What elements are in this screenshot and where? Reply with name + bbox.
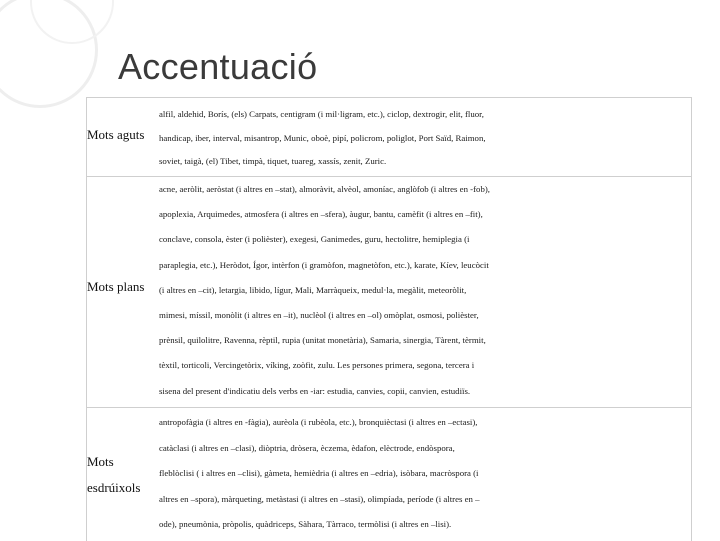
- row-category: Mots aguts: [87, 127, 145, 142]
- content-line: tèxtil, torticoli, Vercingetòrix, víking, zoòfit, zulu. Les persones primera, segona, tercera i: [159, 360, 475, 371]
- content-line: catàclasi (i altres en –clasi), diòptria, dròsera, èczema, èdafon, elèctrode, endòspora,: [159, 442, 455, 453]
- content-line: altres en –spora), màrqueting, metàstasi (i altres en –stasi), olimpíada, període (i altres en –: [159, 493, 480, 504]
- accent-table: [86, 97, 692, 541]
- content-line: antropofàgia (i altres en -fàgia), aurèola (i rubèola, etc.), bronquièctasi (i altres en –ectasi),: [159, 417, 478, 427]
- content-line: acne, aeròlit, aeròstat (i altres en –stat), almoràvit, alvèol, amoníac, anglòfob (i altres en -fob),: [159, 184, 490, 194]
- content-line: ode), pneumònia, pròpolis, quàdriceps, Sàhara, Tàrraco, termòlisi (i altres en –lisi).: [159, 519, 452, 529]
- content-line: fleblòclisi ( i altres en –clisi), gàmeta, hemièdria (i altres en –edria), isòbara, macròspora (i: [159, 468, 479, 478]
- table-row-esdruixols: [87, 407, 691, 541]
- content-line: handicap, iber, interval, misantrop, Munic, oboè, pipí, policrom, poliglot, Port Saïd, Raimon,: [159, 132, 486, 143]
- table-row-aguts: [87, 98, 691, 177]
- row-category: Mots esdrúixols: [87, 454, 141, 495]
- content-line: soviet, taigà, (el) Tibet, timpà, tiquet, tuareg, xassís, zenit, Zuric.: [159, 156, 387, 166]
- content-line: conclave, consola, èster (i polièster), exegesi, Ganimedes, guru, hectolitre, hemiplegia (i: [159, 234, 470, 245]
- content-line: alfil, aldehid, Borís, (els) Carpats, centigram (i mil·ligram, etc.), ciclop, dextrogir, elit, fluor,: [159, 109, 484, 119]
- content-line: (i altres en –cit), letargia, libido, lígur, Mali, Marràqueix, medul·la, megàlit, meteoròlit,: [159, 284, 467, 295]
- row-content: [159, 177, 689, 404]
- content-line: mimesi, míssil, monòlit (i altres en –it), nuclèol (i altres en –ol) omòplat, osmosi, polièster,: [159, 309, 479, 320]
- page-title: Accentuació: [118, 46, 318, 87]
- row-category: Mots plans: [87, 279, 145, 294]
- row-content: [159, 410, 689, 538]
- content-line: apoplexia, Arquimedes, atmosfera (i altres en –sfera), àugur, bantu, camèfit (i altres en –fit),: [159, 209, 483, 220]
- content-line: sisena del present d'indicatiu dels verbs en -iar: estudia, canvies, copii, canvien, estudiïs.: [159, 385, 471, 396]
- row-content: [159, 103, 689, 174]
- table-row-plans: [87, 176, 691, 408]
- content-line: prènsil, quilolitre, Ravenna, rèptil, rupia (unitat monetària), Samaria, sinergia, Tàrent, tèrmit,: [159, 335, 486, 346]
- content-line: paraplegia, etc.), Heròdot, Ígor, intèrfon (i gramòfon, magnetòfon, etc.), karate, Kíev, leucòcit: [159, 259, 489, 270]
